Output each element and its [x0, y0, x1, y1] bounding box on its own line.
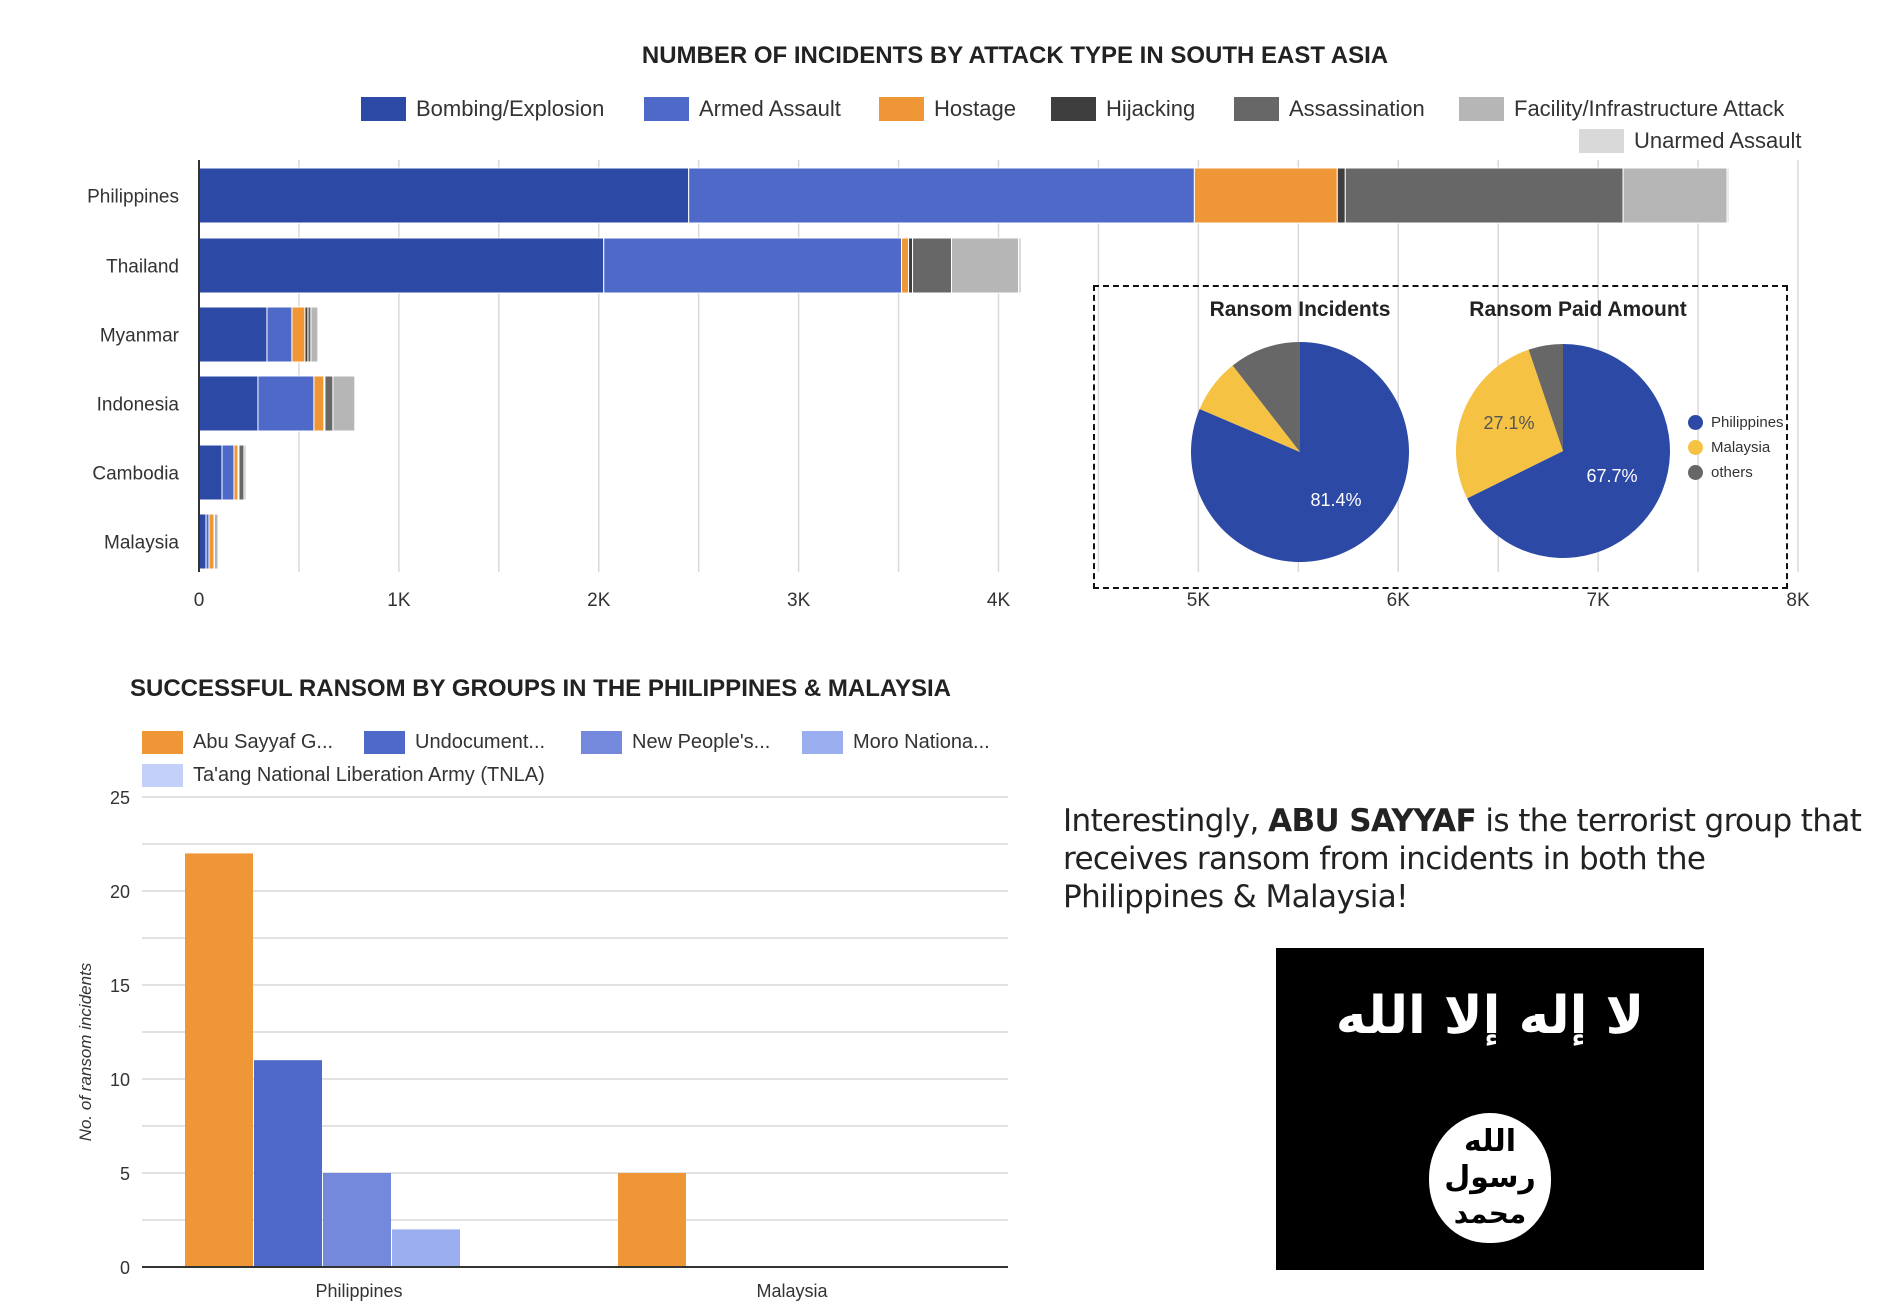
bar — [254, 1060, 322, 1267]
legend-dot — [1688, 415, 1703, 430]
legend-swatch — [581, 731, 622, 754]
bottom-legend-item-3 — [802, 731, 990, 754]
flag-top-text: لا إله إلا الله — [1335, 986, 1645, 1046]
pie-data-label: 67.7% — [1586, 466, 1638, 486]
legend-label: Philippines — [1711, 414, 1784, 431]
x-tick-label: 7K — [1586, 590, 1610, 611]
category-label: Malaysia — [756, 1281, 828, 1301]
x-tick-label: 0 — [193, 590, 205, 611]
legend-label: New People's... — [632, 731, 771, 753]
flag-image — [1276, 948, 1704, 1270]
legend-label: Unarmed Assault — [1634, 128, 1802, 153]
x-tick-label: 5K — [1186, 590, 1210, 611]
legend-label: Assassination — [1289, 96, 1425, 121]
category-label: Cambodia — [92, 463, 179, 485]
bottom-chart-title: SUCCESSFUL RANSOM BY GROUPS IN THE PHILIPPINES & MALAYSIA — [130, 675, 952, 702]
legend-swatch — [802, 731, 843, 754]
y-tick-label: 0 — [119, 1258, 130, 1278]
x-tick-label: 6K — [1386, 590, 1410, 611]
ransom-pie-charts — [0, 0, 1882, 640]
x-tick-label: 3K — [787, 590, 811, 611]
legend-label: Facility/Infrastructure Attack — [1514, 96, 1785, 121]
category-label: Thailand — [106, 256, 179, 278]
y-tick-label: 25 — [109, 788, 130, 808]
annotation-text — [1063, 802, 1863, 916]
pie-legend-item-2 — [1688, 464, 1753, 481]
category-label: Indonesia — [96, 394, 179, 416]
annotation-prefix: Interestingly, — [1063, 803, 1269, 839]
bottom-legend-item-1 — [364, 731, 545, 754]
flag-seal-text-1: الله — [1464, 1124, 1516, 1159]
y-axis-label: No. of ransom incidents — [76, 962, 95, 1142]
pie-data-label: 81.4% — [1310, 490, 1362, 510]
legend-swatch — [364, 731, 405, 754]
x-tick-label: 2K — [587, 590, 611, 611]
bar — [185, 853, 253, 1267]
legend-label: others — [1711, 464, 1753, 481]
legend-label: Hostage — [934, 96, 1016, 121]
pie-data-label: 27.1% — [1483, 413, 1535, 433]
x-tick-label: 4K — [986, 590, 1011, 611]
legend-label: Hijacking — [1106, 96, 1196, 121]
ransom-by-group-bar-chart — [0, 760, 1050, 1312]
legend-dot — [1688, 440, 1703, 455]
flag-seal — [1429, 1113, 1551, 1243]
pie-legend-item-1 — [1688, 439, 1770, 456]
bottom-legend-item-2 — [581, 731, 770, 754]
flag-seal-text-2: رسول — [1444, 1160, 1536, 1195]
legend-swatch — [142, 731, 183, 754]
legend-dot — [1688, 465, 1703, 480]
annotation-bold: ABU SAYYAF — [1268, 803, 1477, 839]
x-tick-label: 8K — [1786, 590, 1810, 611]
legend-label: Ta'ang National Liberation Army (TNLA) — [193, 764, 545, 786]
y-tick-label: 5 — [119, 1164, 130, 1184]
y-tick-label: 20 — [109, 882, 130, 902]
bar — [618, 1173, 686, 1267]
annotation-suffix: is the terrorist group that receives ransom from incidents in both the Philippines & Malaysia! — [1063, 803, 1862, 915]
bar — [323, 1173, 391, 1267]
bar — [392, 1229, 460, 1267]
legend-label: Armed Assault — [699, 96, 841, 121]
category-label: Philippines — [315, 1281, 403, 1301]
legend-label: Abu Sayyaf G... — [193, 731, 334, 753]
legend-label: Moro Nationa... — [853, 731, 990, 753]
bottom-legend-item-0 — [142, 731, 333, 754]
y-tick-label: 10 — [109, 1070, 130, 1090]
flag-seal-text-3: محمد — [1453, 1197, 1527, 1230]
pie1-title: Ransom Incidents — [1209, 298, 1391, 321]
top-chart-title: NUMBER OF INCIDENTS BY ATTACK TYPE IN SOUTH EAST ASIA — [641, 42, 1389, 69]
pie2-title: Ransom Paid Amount — [1469, 298, 1687, 321]
category-label: Philippines — [87, 186, 179, 208]
pie-legend-item-0 — [1688, 414, 1784, 431]
legend-label: Bombing/Explosion — [416, 96, 605, 121]
legend-label: Malaysia — [1711, 439, 1771, 456]
y-tick-label: 15 — [109, 976, 130, 996]
category-label: Myanmar — [99, 325, 179, 347]
category-label: Malaysia — [104, 532, 179, 554]
legend-label: Undocument... — [415, 731, 546, 753]
x-tick-label: 1K — [387, 590, 411, 611]
